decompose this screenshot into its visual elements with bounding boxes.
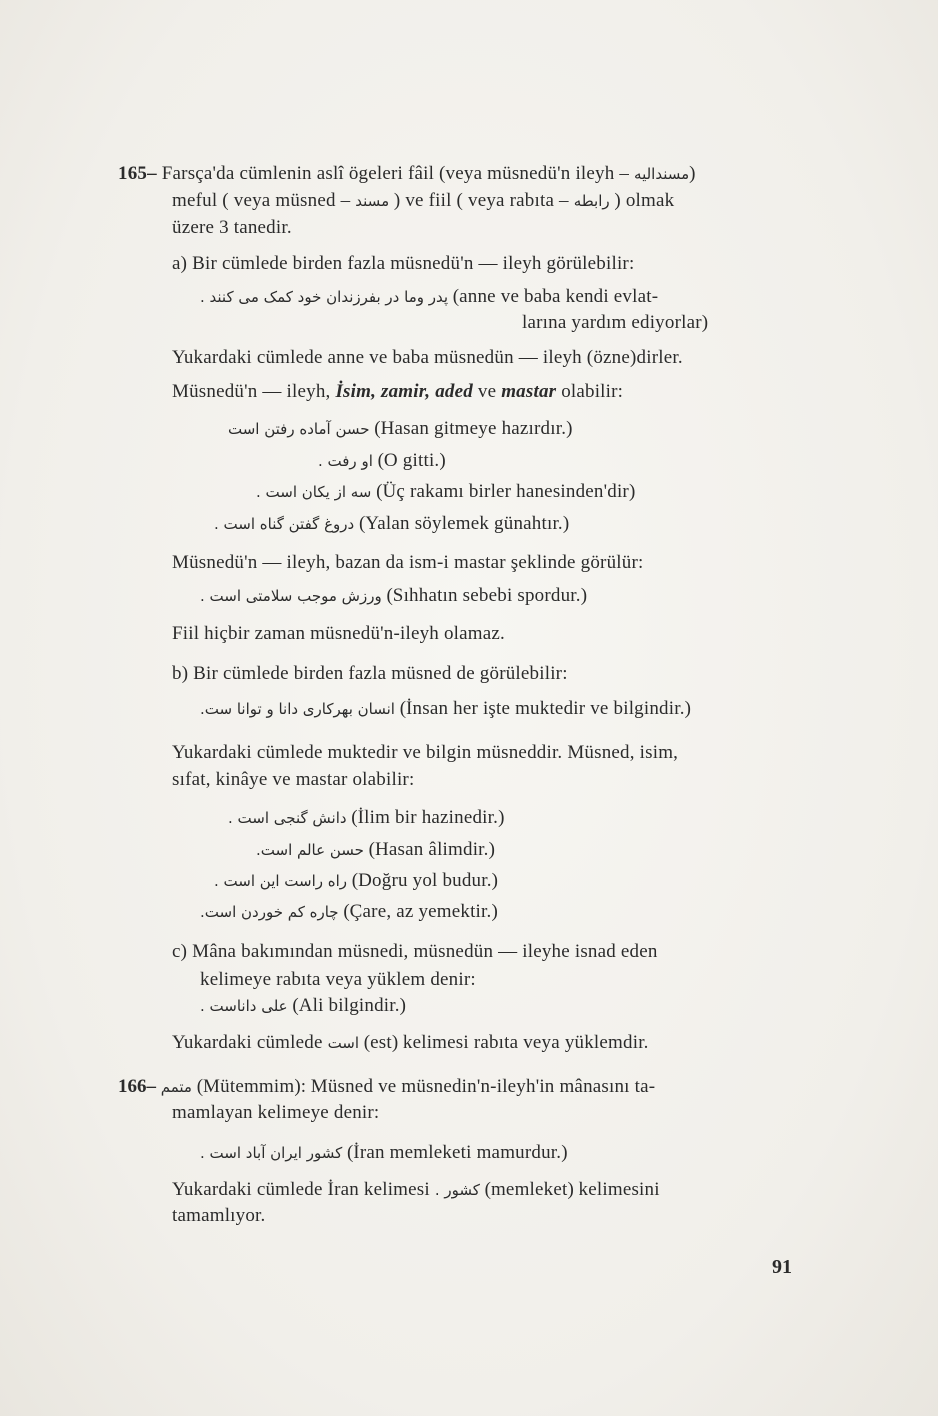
example-line xyxy=(200,1141,568,1165)
text: ) xyxy=(689,163,696,184)
persian-text: متمم xyxy=(160,1078,192,1096)
example-line xyxy=(256,480,635,504)
line-166-2: mamlayan kelimeye denir: xyxy=(172,1102,380,1123)
paragraph-line: Fiil hiçbir zaman müsnedü'n-ileyh olamaz. xyxy=(172,623,505,644)
text: (est) kelimesi rabıta veya yüklemdir. xyxy=(363,1032,649,1053)
paragraph-line xyxy=(172,1031,649,1055)
example-line xyxy=(200,994,406,1018)
persian-text: رابطه xyxy=(573,192,610,210)
persian-text: دروغ گفتن گناه است . xyxy=(214,515,355,533)
page-number: 91 xyxy=(772,1256,792,1278)
example-line xyxy=(214,512,569,536)
persian-text: مسندالیه xyxy=(634,165,690,183)
text: ) olmak xyxy=(614,190,675,211)
paragraph-line xyxy=(172,380,623,404)
paragraph-line: sıfat, kinâye ve mastar olabilir: xyxy=(172,769,415,790)
text: meful ( veya müsned – xyxy=(172,190,351,211)
emphasis-text: mastar xyxy=(501,381,557,402)
text: (anne ve baba kendi evlat- xyxy=(452,286,659,307)
persian-text: ورزش موجب سلامتی است . xyxy=(200,587,382,605)
persian-text: او رفت . xyxy=(318,452,373,470)
text: Yukardaki cümlede İran kelimesi xyxy=(172,1179,430,1200)
persian-text: حسن عالم است. xyxy=(256,841,364,859)
subsection-c-heading: c) Mâna bakımından müsnedi, müsnedün — ileyhe isnad eden xyxy=(172,941,658,962)
text: Müsnedü'n — ileyh, xyxy=(172,381,331,402)
text: (Çare, az yemektir.) xyxy=(343,901,498,922)
text: (İlim bir hazinedir.) xyxy=(351,807,505,828)
example-line xyxy=(200,697,691,721)
example-line-cont: larına yardım ediyorlar) xyxy=(522,312,709,333)
text: (Hasan gitmeye hazırdır.) xyxy=(374,418,573,439)
line-165-1 xyxy=(118,162,696,186)
persian-text: دانش گنجی است . xyxy=(228,809,347,827)
paragraph-line: Yukardaki cümlede anne ve baba müsnedün — ileyh (özne)dirler. xyxy=(172,347,683,368)
section-number-166: 166– xyxy=(118,1076,156,1097)
text: (O gitti.) xyxy=(377,450,446,471)
text: (Ali bilgindir.) xyxy=(292,995,407,1016)
text: (Yalan söylemek günahtır.) xyxy=(358,513,570,534)
paragraph-line: kelimeye rabıta veya yüklem denir: xyxy=(200,969,476,990)
line-165-3: üzere 3 tanedir. xyxy=(172,217,292,238)
text: ) ve fiil ( veya rabıta – xyxy=(393,190,569,211)
text: (Üç rakamı birler hanesinden'dir) xyxy=(376,481,636,502)
paragraph-line: Yukardaki cümlede muktedir ve bilgin müsneddir. Müsned, isim, xyxy=(172,742,679,763)
example-line xyxy=(200,285,658,309)
persian-text: چاره کم خوردن است. xyxy=(200,903,339,921)
line-165-2 xyxy=(172,189,674,213)
persian-text: مسند xyxy=(355,192,390,210)
persian-text: کشور . xyxy=(434,1181,480,1199)
example-line xyxy=(256,838,495,862)
subsection-a-heading: a) Bir cümlede birden fazla müsnedü'n — ileyh görülebilir: xyxy=(172,253,635,274)
paragraph-line xyxy=(172,1178,660,1202)
emphasis-text: İsim, zamir, aded xyxy=(335,381,473,402)
section-number-165: 165– xyxy=(118,163,157,184)
text: (Hasan âlimdir.) xyxy=(368,839,495,860)
example-line xyxy=(200,900,498,924)
example-line xyxy=(318,449,446,473)
text: (memleket) kelimesini xyxy=(484,1179,660,1200)
example-line xyxy=(228,806,504,830)
persian-text: حسن آماده رفتن است xyxy=(228,420,370,438)
paragraph-line: tamamlıyor. xyxy=(172,1205,266,1226)
text: olabilir: xyxy=(561,381,624,402)
paragraph-line: Müsnedü'n — ileyh, bazan da ism-i mastar şeklinde görülür: xyxy=(172,552,644,573)
persian-text: است xyxy=(327,1034,360,1052)
persian-text: پدر وما در بفرزندان خود کمک می کنند . xyxy=(200,288,449,306)
example-line xyxy=(228,417,572,441)
persian-text: کشور ایران آباد است . xyxy=(200,1144,343,1162)
text: (Doğru yol budur.) xyxy=(351,870,499,891)
persian-text: سه از یکان است . xyxy=(256,483,372,501)
text: ve xyxy=(477,381,497,402)
text: (Sıhhatın sebebi spordur.) xyxy=(386,585,588,606)
line-166-1 xyxy=(118,1075,655,1099)
persian-text: علی داناست . xyxy=(200,997,288,1015)
text: (İnsan her işte muktedir ve bilgindir.) xyxy=(399,698,691,719)
text: Farsça'da cümlenin aslî ögeleri fâil (veya müsnedü'n ileyh – xyxy=(161,163,630,184)
subsection-b-heading: b) Bir cümlede birden fazla müsned de görülebilir: xyxy=(172,663,568,684)
text: Yukardaki cümlede xyxy=(172,1032,323,1053)
example-line xyxy=(214,869,498,893)
text: (İran memleketi mamurdur.) xyxy=(346,1142,568,1163)
text: (Mütemmim): Müsned ve müsnedin'n-ileyh'in mânasını ta- xyxy=(196,1076,656,1097)
persian-text: راه راست این است . xyxy=(214,872,348,890)
example-line xyxy=(200,584,587,608)
persian-text: انسان بهرکاری دانا و توانا ست. xyxy=(200,700,395,718)
